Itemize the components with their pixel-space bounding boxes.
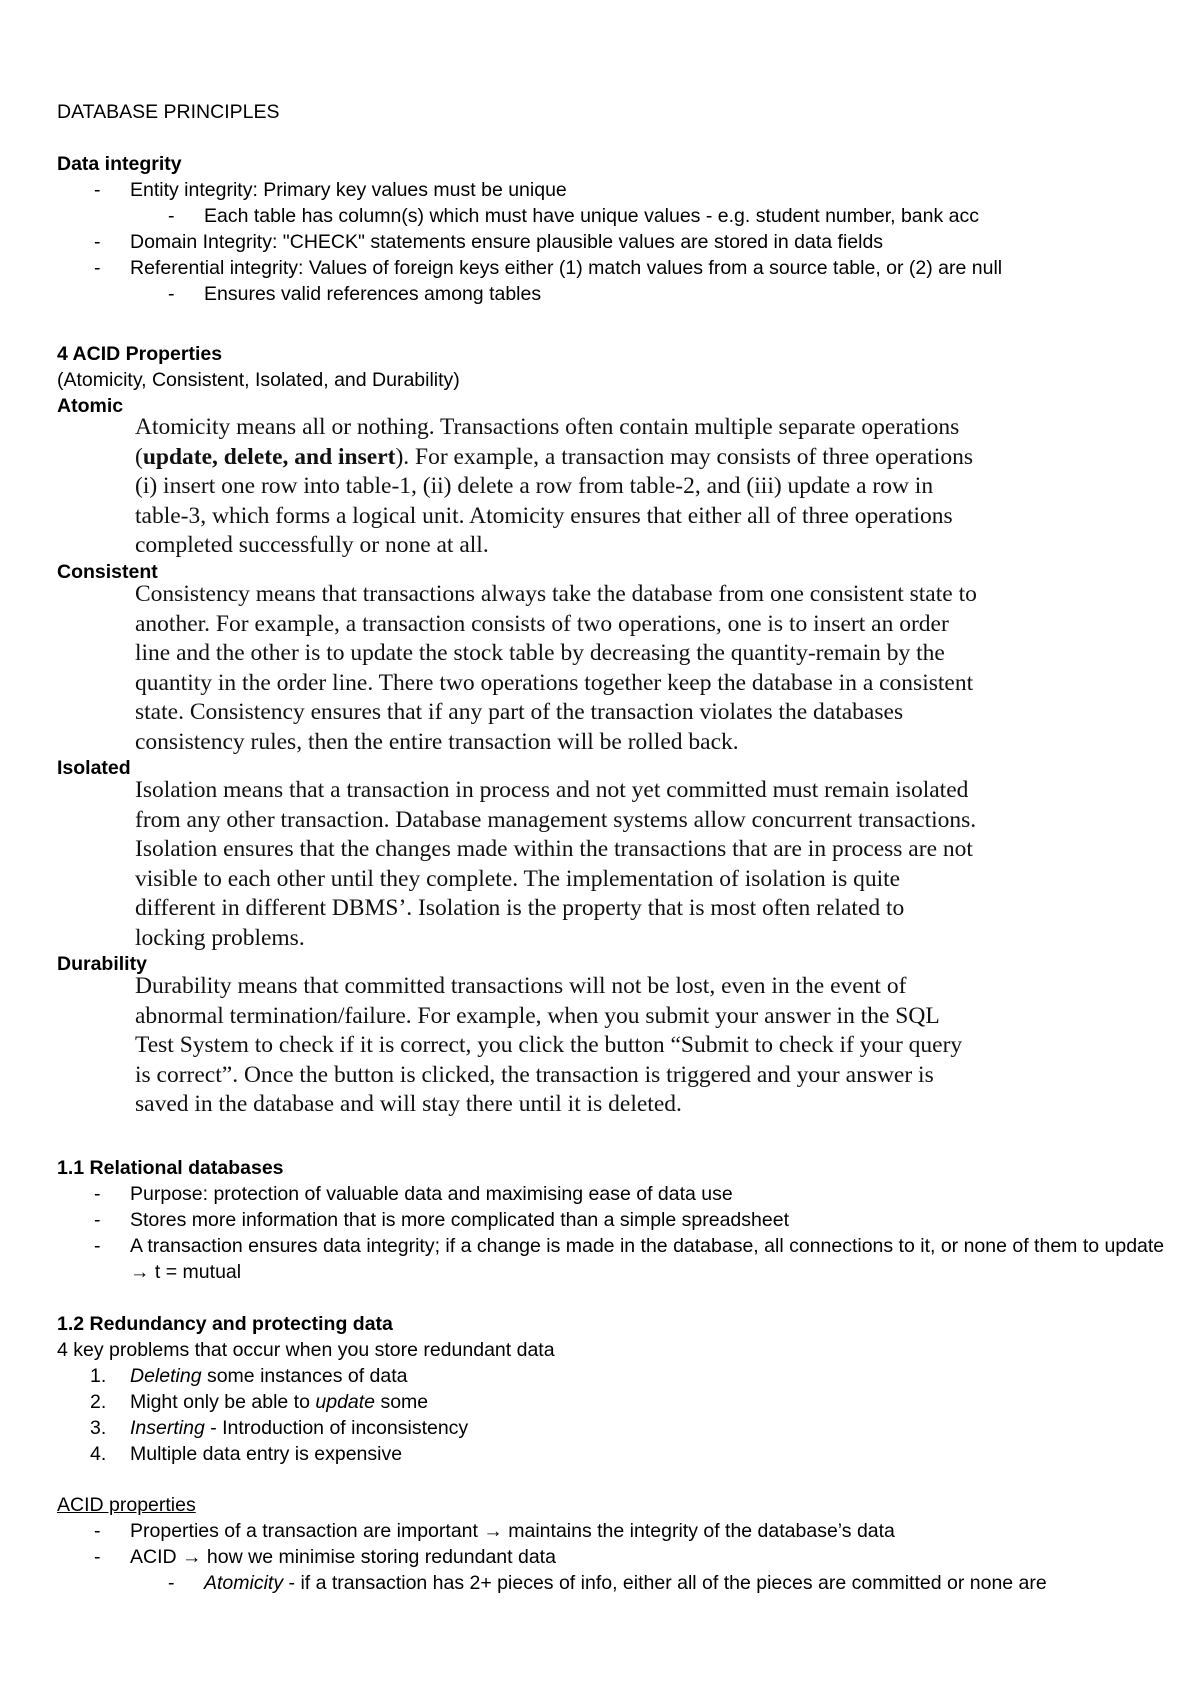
acid-properties-section [57,1492,1170,1596]
bullet: - [94,179,101,201]
list-item: 3. Inserting - Introduction of inconsistency [90,1417,469,1439]
acid-subtitle: (Atomicity, Consistent, Isolated, and Durability) [57,369,460,391]
bullet: - [168,1572,175,1594]
list-item: - Stores more information that is more complicated than a simple spreadsheet [94,1209,789,1231]
list-item: - Each table has column(s) which must have unique values - e.g. student number, bank acc [168,205,980,227]
bullet: - [94,1520,101,1542]
acid-heading: 4 ACID Properties [57,343,223,365]
atomic-label: Atomic [57,395,124,417]
bullet: - [94,1183,101,1205]
redundancy-heading: 1.2 Redundancy and protecting data [57,1313,393,1335]
data-integrity-section [57,99,1170,307]
list-item: - ACID → how we minimise storing redundant data [94,1546,556,1568]
list-item: 2. Might only be able to update some [90,1391,429,1413]
bullet: - [94,1235,101,1257]
isolated-excerpt: Isolation means that a transaction in process and not yet committed must remain isolated from any other transaction. Database management systems allow concurrent transactions. Isolation ensures that the changes made within the transactions that are in process are not visible to each other until they complete. The implementation of isolation is quite different in different DBMS’. Isolation is the property that is most often related to locking problems. [135,777,977,951]
relational-heading: 1.1 Relational databases [57,1157,284,1179]
bullet: - [168,205,175,227]
consistent-label: Consistent [57,561,158,583]
durability-label: Durability [57,953,147,975]
list-item: - Ensures valid references among tables [168,283,542,305]
durability-excerpt: Durability means that committed transactions will not be lost, even in the event of abnormal termination/failure. For example, when you submit your answer in the SQL Test System to check if it is correct, you click the button “Submit to check if your query is correct”. Once the button is clicked, the transaction is triggered and your answer is saved in the database and will stay there until it is deleted. [135,973,963,1117]
list-item: - Referential integrity: Values of foreign keys either (1) match values from a source table, or (2) are null [94,257,1003,279]
bullet: - [168,283,175,305]
list-item: - Purpose: protection of valuable data and maximising ease of data use [94,1183,733,1205]
acid-properties-heading: ACID properties [57,1494,196,1516]
redundancy-section [57,1311,1170,1467]
consistent-excerpt: Consistency means that transactions always take the database from one consistent state to another. For example, a transaction consists of two operations, one is to insert an order line and the other is to update the stock table by decreasing the quantity-remain by the quantity in the order line. There two operations together keep the database in a consistent state. Consistency ensures that if any part of the transaction violates the databases consistency rules, then the entire transaction will be rolled back. [135,581,977,755]
list-item: - A transaction ensures data integrity; if a change is made in the database, all connections to it, or none of them to update → t = mutual [94,1235,1165,1283]
bullet: - [94,1209,101,1231]
redundancy-intro: 4 key problems that occur when you store redundant data [57,1339,555,1361]
page-title: DATABASE PRINCIPLES [57,101,280,123]
isolated-label: Isolated [57,757,131,779]
list-item: - Properties of a transaction are important → maintains the integrity of the database’s data [94,1520,895,1542]
bullet: - [94,231,101,253]
atomic-excerpt: Atomicity means all or nothing. Transactions often contain multiple separate operations (update, delete, and insert). For example, a transaction may consists of three operations (i) insert one row into table-1, (ii) delete a row from table-2, and (iii) update a row in table-3, which forms a logical unit. Atomicity ensures that either all of three operations completed successfully or none at all. [135,414,973,558]
acid-section-header [57,341,1170,393]
list-item: 4. Multiple data entry is expensive [90,1443,403,1465]
list-item: - Entity integrity: Primary key values must be unique [94,179,567,201]
list-item: 1. Deleting some instances of data [90,1365,408,1387]
relational-section [57,1155,1170,1285]
data-integrity-heading: Data integrity [57,153,182,175]
bullet: - [94,257,101,279]
list-item: - Atomicity - if a transaction has 2+ pieces of info, either all of the pieces are committed or none are [168,1572,1047,1594]
bullet: - [94,1546,101,1568]
list-item: - Domain Integrity: "CHECK" statements ensure plausible values are stored in data fields [94,231,884,253]
